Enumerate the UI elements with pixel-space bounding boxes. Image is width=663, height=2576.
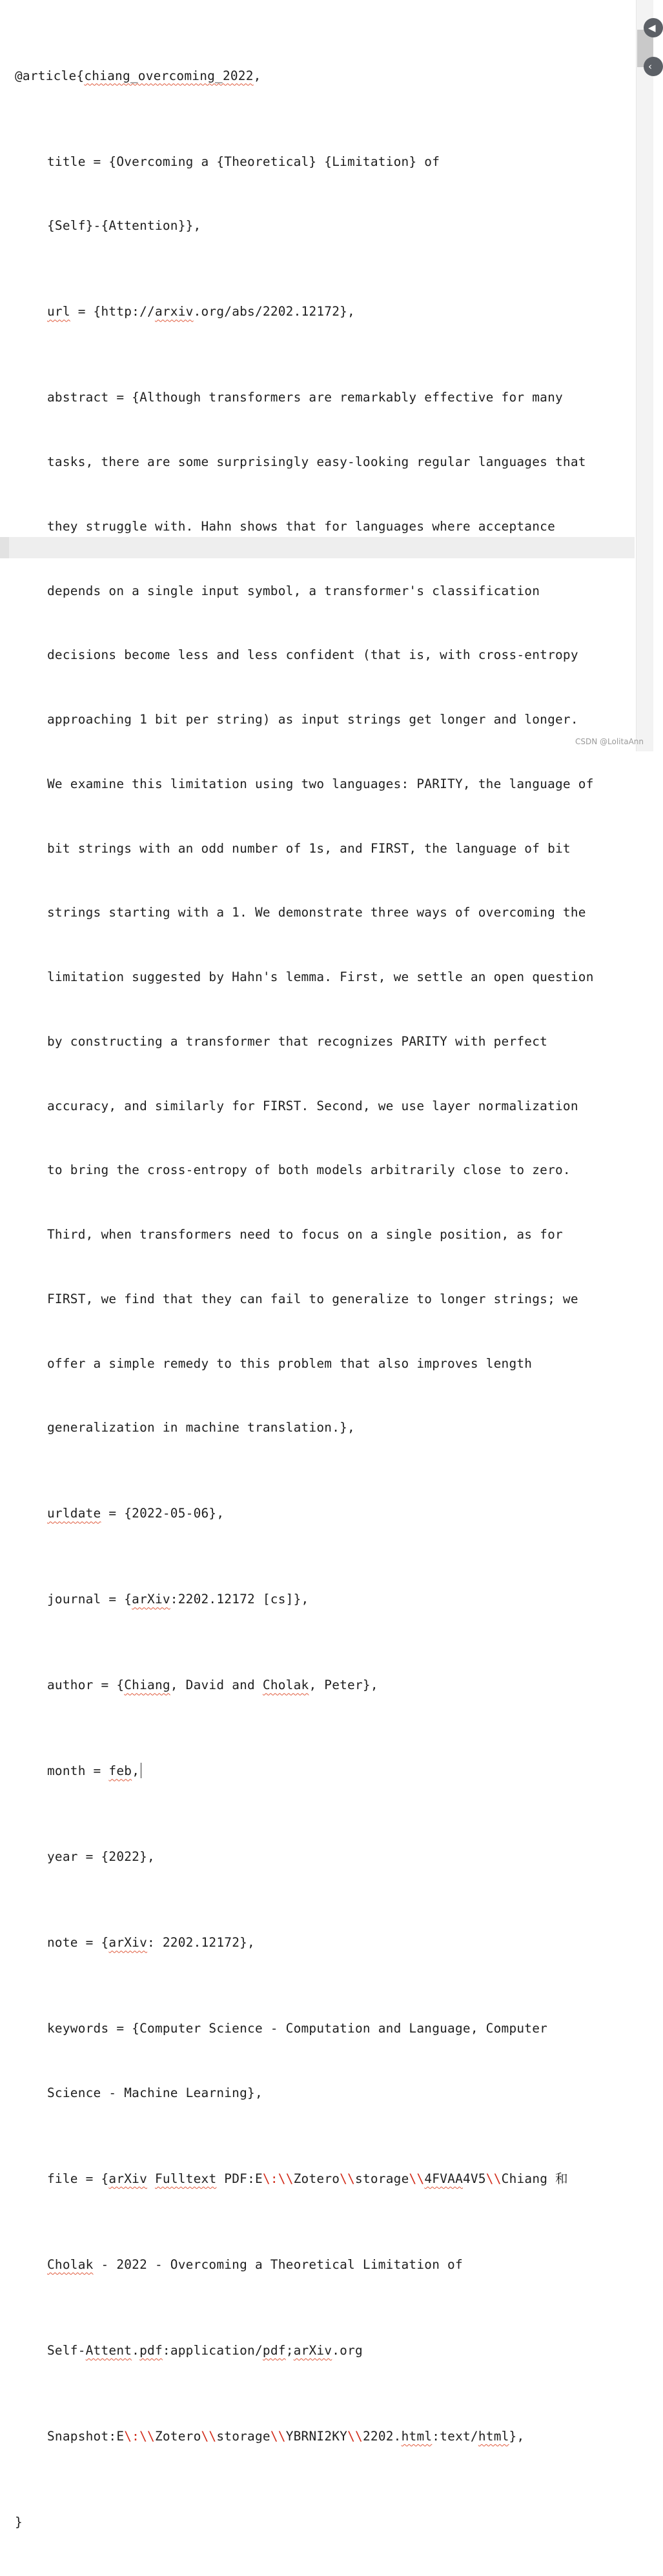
file-snapshot-hash: YBRNI2KY: [285, 2429, 348, 2444]
author-chiang: Chiang: [124, 1678, 170, 1693]
line-abstract: tasks, there are some surprisingly easy-looking regular languages that: [47, 454, 586, 469]
file-pdf-drive: PDF:E: [216, 2171, 263, 2186]
note-label: note = {: [47, 1935, 109, 1951]
line-file-2: [15, 2254, 594, 2275]
author-rest: , Peter},: [309, 1678, 378, 1693]
line-abstract: depends on a single input symbol, a transformer's classification: [47, 583, 540, 598]
line-abstract: they struggle with. Hahn shows that for languages where acceptance: [47, 518, 555, 534]
file-org: .org: [332, 2343, 363, 2358]
line-entry-header: [15, 65, 594, 86]
line-keywords-1: keywords = {Computer Science - Computation and Language, Computer: [47, 2021, 548, 2036]
file-escape: \\: [485, 2171, 502, 2186]
file-end: },: [509, 2429, 525, 2444]
floating-action-icon[interactable]: ◀: [644, 18, 663, 37]
line-author: [15, 1674, 594, 1696]
month-comma: ,: [132, 1763, 140, 1779]
journal-rest: :2202.12172 [cs]},: [170, 1592, 309, 1607]
urldate-label: urldate: [47, 1506, 101, 1521]
watermark: CSDN @LolitaAnn: [575, 737, 644, 746]
file-escape: \\: [201, 2429, 217, 2444]
file-mime: :application/: [162, 2343, 263, 2358]
line-abstract: FIRST, we find that they can fail to generalize to longer strings; we: [47, 1291, 578, 1306]
line-entry-close: }: [15, 2515, 23, 2530]
file-snapshot-name: 2202.: [362, 2429, 402, 2444]
bibtex-text[interactable]: [15, 22, 594, 2576]
file-text-mime: :text/: [432, 2429, 478, 2444]
file-pdf-mime: pdf: [262, 2343, 286, 2358]
author-mid: , David and: [170, 1678, 263, 1693]
line-keywords-2: Science - Machine Learning},: [47, 2085, 263, 2100]
current-line-gutter-marker: [0, 537, 9, 558]
entry-type: @article{: [15, 68, 85, 83]
line-abstract: by constructing a transformer that recognizes PARITY with perfect: [47, 1033, 548, 1049]
line-urldate: [15, 1503, 594, 1524]
file-space: [147, 2171, 155, 2186]
line-abstract: We examine this limitation using two languages: PARITY, the language of: [47, 776, 594, 791]
file-snapshot: Snapshot:E: [47, 2429, 125, 2444]
url-domain: arxiv: [154, 304, 194, 319]
line-file-3: [15, 2340, 594, 2361]
line-abstract: Third, when transformers need to focus on a single position, as for: [47, 1227, 563, 1242]
line-abstract: decisions become less and less confident (that is, with cross-entropy: [47, 647, 578, 663]
note-rest: : 2202.12172},: [147, 1935, 255, 1951]
line-abstract: limitation suggested by Hahn's lemma. First, we settle an open question: [47, 969, 594, 984]
file-self: Self-: [47, 2343, 86, 2358]
line-month: [15, 1760, 594, 1781]
file-escape: \\: [409, 2171, 425, 2186]
file-name-rest: - 2022 - Overcoming a Theoretical Limitation of: [93, 2257, 463, 2272]
file-dot: .: [132, 2343, 140, 2358]
line-year: year = {2022},: [47, 1849, 155, 1865]
file-pdf-ext: pdf: [139, 2343, 163, 2358]
month-value: feb: [108, 1763, 132, 1779]
line-abstract: offer a simple remedy to this problem that also improves length: [47, 1355, 533, 1371]
url-label: url: [47, 304, 70, 319]
collapse-arrow-icon[interactable]: ‹: [644, 57, 663, 76]
author-cholak: Cholak: [262, 1678, 309, 1693]
line-abstract: to bring the cross-entropy of both models arbitrarily close to zero.: [47, 1162, 571, 1178]
line-title-1: [15, 151, 594, 172]
author-label: author = {: [47, 1678, 125, 1693]
line-file-1: [15, 2168, 594, 2189]
file-escape: \:\\: [262, 2171, 294, 2186]
line-abstract: approaching 1 bit per string) as input strings get longer and longer.: [47, 712, 578, 727]
file-separator: ;: [285, 2343, 294, 2358]
file-hash-rest: 4V5: [463, 2171, 486, 2186]
file-escape: \\: [270, 2429, 286, 2444]
line-abstract: abstract = {Although transformers are remarkably effective for many: [47, 390, 563, 405]
month-label: month =: [47, 1763, 109, 1779]
file-arxiv: arXiv: [108, 2171, 148, 2186]
line-abstract: strings starting with a 1. We demonstrate three ways of overcoming the: [47, 905, 586, 920]
note-arxiv: arXiv: [108, 1935, 148, 1951]
file-hash-part: 4FVAA: [424, 2171, 463, 2186]
file-storage: storage: [355, 2171, 409, 2186]
file-escape: \\: [340, 2171, 356, 2186]
file-attent: Attent: [85, 2343, 132, 2358]
journal-arxiv: arXiv: [132, 1592, 170, 1607]
file-zotero: Zotero: [154, 2429, 201, 2444]
line-abstract: generalization in machine translation.},: [47, 1420, 355, 1435]
url-rest: .org/abs/2202.12172},: [193, 304, 355, 319]
line-file-4: [15, 2426, 594, 2447]
line-journal: [15, 1588, 594, 1610]
vertical-scrollbar[interactable]: [636, 0, 653, 751]
line-title-2: {Self}-{Attention}},: [47, 218, 201, 234]
line-note: [15, 1932, 594, 1953]
urldate-value: = {2022-05-06},: [101, 1506, 225, 1521]
file-cholak: Cholak: [47, 2257, 94, 2272]
file-escape: \\: [347, 2429, 363, 2444]
line-abstract: accuracy, and similarly for FIRST. Second, we use layer normalization: [47, 1098, 578, 1113]
file-html-mime: html: [478, 2429, 509, 2444]
file-arxiv-org: arXiv: [293, 2343, 332, 2358]
file-escape: \:\\: [124, 2429, 155, 2444]
file-fulltext: Fulltext: [154, 2171, 217, 2186]
journal-label: journal = {: [47, 1592, 132, 1607]
title-label: title =: [47, 154, 109, 169]
file-zotero: Zotero: [293, 2171, 340, 2186]
title-value-1: {Overcoming a {Theoretical} {Limitation} of: [108, 154, 440, 169]
citation-key: chiang_overcoming_2022: [84, 68, 254, 83]
url-prefix: = {http://: [70, 304, 155, 319]
line-abstract: bit strings with an odd number of 1s, and FIRST, the language of bit: [47, 840, 571, 856]
file-name-start: Chiang 和: [501, 2171, 568, 2186]
file-label: file = {: [47, 2171, 109, 2186]
file-storage: storage: [216, 2429, 270, 2444]
header-comma: ,: [253, 68, 261, 83]
line-url: [15, 301, 594, 322]
file-html-ext: html: [401, 2429, 433, 2444]
